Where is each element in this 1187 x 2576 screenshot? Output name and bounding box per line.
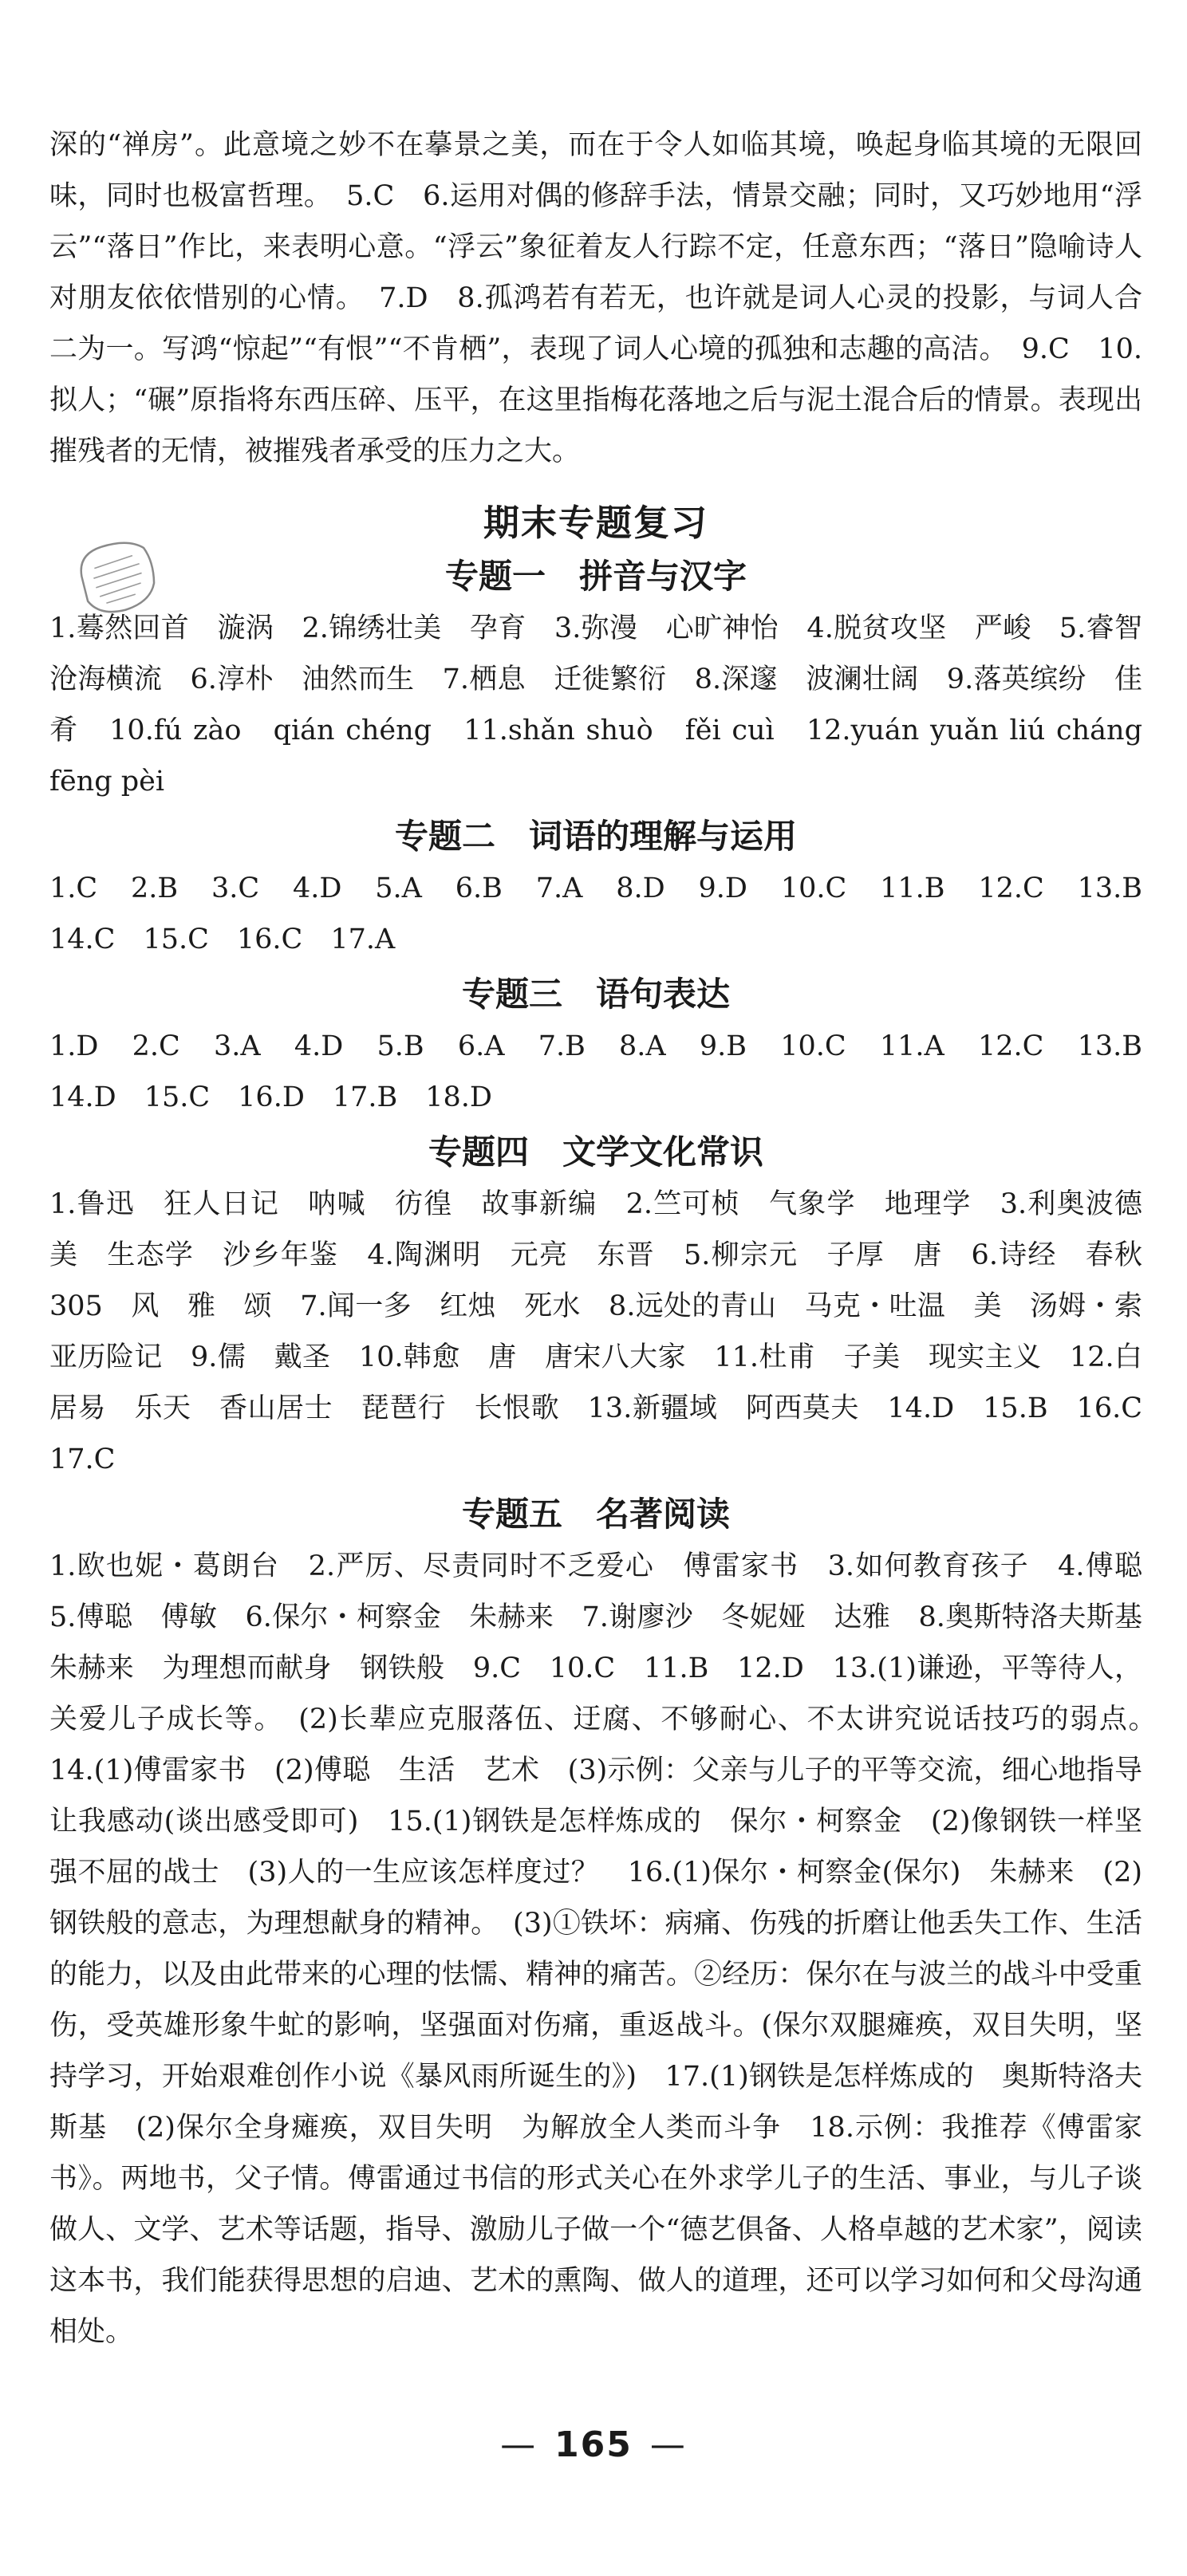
section-answers-1: 1.蓦然回首 漩涡 2.锦绣壮美 孕育 3.弥漫 心旷神怡 4.脱贫攻坚 严峻 5.睿智 沧海横流 6.淳朴 油然而生 7.栖息 迁徙繁衍 8.深邃 波澜壮阔 9.落英缤纷 佳肴 10.fú zào qián chéng 11.shǎn shuò fěi cuì 12.yuán yuǎn liú cháng fēng pèi xyxy=(49,612,1171,798)
section-answers-2: 1.C 2.B 3.C 4.D 5.A 6.B 7.A 8.D 9.D 10.C 11.B 12.C 13.B 14.C 15.C 16.C 17.A xyxy=(49,872,1171,955)
intro-answers: 深的“禅房”。此意境之妙不在摹景之美，而在于令人如临其境，唤起身临其境的无限回味，同时也极富哲理。 5.C 6.运用对偶的修辞手法，情景交融；同时，又巧妙地用“浮云”“落日”作比，来表明心意。“浮云”象征着友人行踪不定，任意东西；“落日”隐喻诗人对朋友依依惜别的心情。 7.D 8.孤鸿若有若无，也许就是词人心灵的投影，与词人合二为一。写鸿“惊起”“有恨”“不肯栖”，表现了词人心境的孤独和志趣的高洁。 9.C 10.拟人；“碾”原指将东西压碎、压平，在这里指梅花落地之后与泥土混合后的情景。表现出摧残者的无情，被摧残者承受的压力之大。 xyxy=(49,129,1142,467)
seal-stamp-icon xyxy=(73,536,161,616)
section-title-2: 专题二 词语的理解与运用 xyxy=(394,817,797,856)
footer-dash-right: — xyxy=(649,2424,687,2465)
section-title-1: 专题一 拼音与汉字 xyxy=(444,557,747,596)
section-title-4: 专题四 文学文化常识 xyxy=(428,1132,763,1172)
section-answers-3: 1.D 2.C 3.A 4.D 5.B 6.A 7.B 8.A 9.B 10.C 11.A 12.C 13.B 14.D 15.C 16.D 17.B 18.D xyxy=(49,1030,1171,1113)
answer-page xyxy=(49,120,1171,2357)
footer-dash-left: — xyxy=(500,2424,538,2465)
section-answers-4: 1.鲁迅 狂人日记 呐喊 彷徨 故事新编 2.竺可桢 气象学 地理学 3.利奥波德 美 生态学 沙乡年鉴 4.陶渊明 元亮 东晋 5.柳宗元 子厚 唐 6.诗经 春秋 305 风 雅 颂 7.闻一多 红烛 死水 8.远处的青山 马克・吐温 美 汤姆・索亚历险记 9.儒 戴圣 10.韩愈 唐 唐宋八大家 11.杜甫 子美 现实主义 12.白居易 乐天 香山居士 琵琶行 长恨歌 13.新疆域 阿西莫夫 14.D 15.B 16.C 17.C xyxy=(49,1188,1171,1475)
page-number-footer xyxy=(0,2424,1187,2465)
main-title: 期末专题复习 xyxy=(483,502,708,544)
section-title-3: 专题三 语句表达 xyxy=(461,975,730,1014)
section-answers-5: 1.欧也妮・葛朗台 2.严厉、尽责同时不乏爱心 傅雷家书 3.如何教育孩子 4.傅聪 5.傅聪 傅敏 6.保尔・柯察金 朱赫来 7.谢廖沙 冬妮娅 达雅 8.奥斯特洛夫斯基 朱赫来 为理想而献身 钢铁般 9.C 10.C 11.B 12.D 13.(1)谦逊，平等待人，关爱儿子成长等。 (2)长辈应克服落伍、迂腐、不够耐心、不太讲究说话技巧的弱点。 14.(1)傅雷家书 (2)傅聪 生活 艺术 (3)示例：父亲与儿子的平等交流，细心地指导让我感动(谈出感受即可) 15.(1)钢铁是怎样炼成的 保尔・柯察金 (2)像钢铁一样坚强不屈的战士 (3)人的一生应该怎样度过？ 16.(1)保尔・柯察金(保尔) 朱赫来 (2)钢铁般的意志，为理想献身的精神。 (3)①铁坏：病痛、伤残的折磨让他丢失工作、生活的能力，以及由此带来的心理的怯懦、精神的痛苦。②经历：保尔在与波兰的战斗中受重伤，受英雄形象牛虻的影响，坚强面对伤痛，重返战斗。(保尔双腿瘫痪，双目失明，坚持学习，开始艰难创作小说《暴风雨所诞生的》) 17.(1)钢铁是怎样炼成的 奥斯特洛夫斯基 (2)保尔全身瘫痪，双目失明 为解放全人类而斗争 18.示例：我推荐《傅雷家书》。两地书，父子情。傅雷通过书信的形式关心在外求学儿子的生活、事业，与儿子谈做人、文学、艺术等话题，指导、激励儿子做一个“德艺俱备、人格卓越的艺术家”，阅读这本书，我们能获得思想的启迪、艺术的熏陶、做人的道理，还可以学习如何和父母沟通相处。 xyxy=(49,1550,1171,2348)
section-title-5: 专题五 名著阅读 xyxy=(461,1495,730,1534)
page-number: 165 xyxy=(554,2424,633,2465)
